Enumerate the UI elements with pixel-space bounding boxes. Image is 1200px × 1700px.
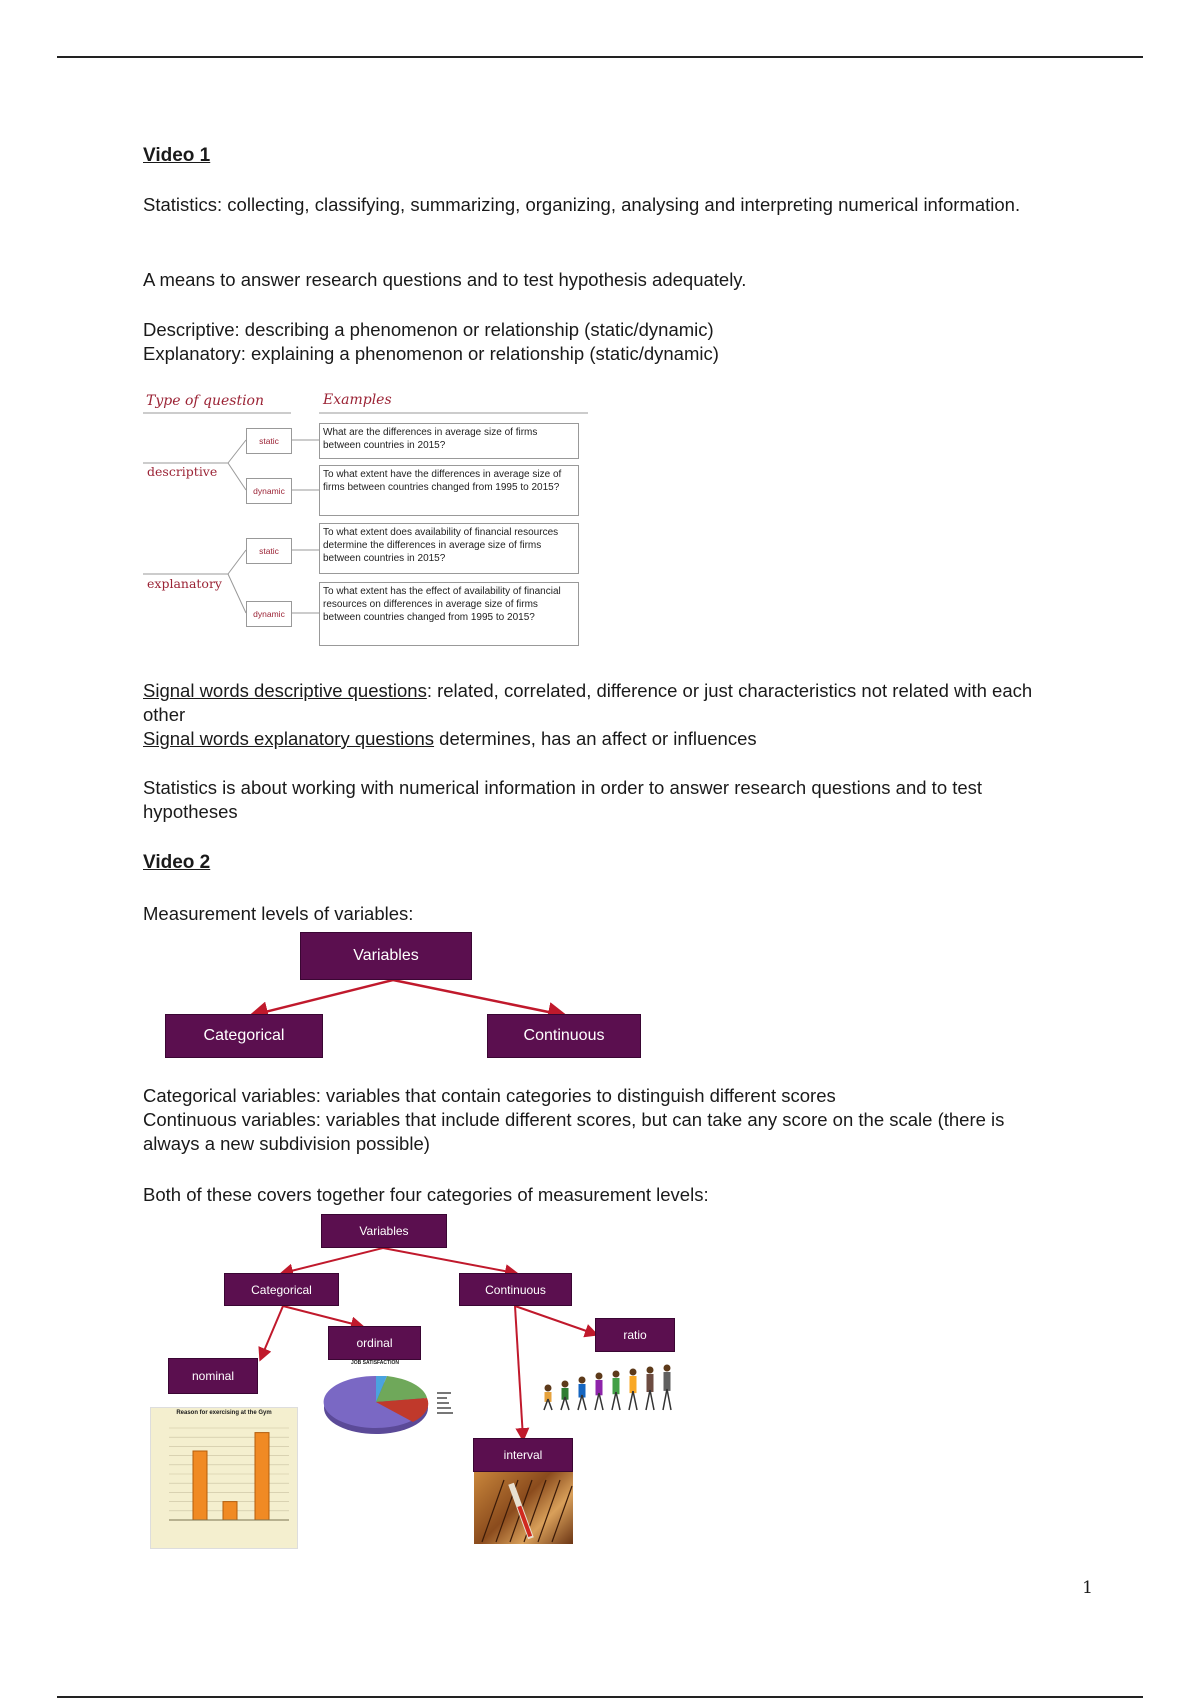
diagram2-categorical-box: Categorical [224,1273,339,1306]
pie-chart-svg [321,1360,481,1440]
nominal-bar-chart-image [150,1407,298,1549]
bar-chart-svg [151,1408,297,1548]
paragraph-continuous: Continuous variables: variables that include different scores, but can take any score on the scale (there is always a new subdivision possible) [143,1109,1005,1154]
example-2: To what extent have the differences in average size of firms between countries changed from 1995 to 2015? [319,465,579,516]
signal-explanatory-label: Signal words explanatory questions [143,728,435,749]
diagram2-ratio-box: ratio [595,1318,675,1352]
paragraph-signal-explanatory [143,727,1073,751]
diagram2-interval-box: interval [473,1438,573,1472]
example-1: What are the differences in average size of firms between countries in 2015? [319,423,579,459]
diagram1-continuous-box: Continuous [487,1014,641,1058]
paragraph-descriptive: Descriptive: describing a phenomenon or relationship (static/dynamic) [143,319,714,340]
bar-1 [193,1451,207,1520]
bar-chart-title: Reason for exercising at the Gym [176,1410,272,1416]
ratio-people-image [538,1358,683,1413]
example-4: To what extent has the effect of availability of financial resources on differences in average size of firms between countries changed from 1995 to 2015? [319,582,579,646]
header-type-of-question: Type of question [146,393,265,409]
variables-diagram-simple [165,930,645,1060]
ordinal-pie-chart-image [321,1360,481,1440]
person-figure [663,1365,671,1411]
bar-chart-bars [169,1433,289,1520]
desc-dynamic-box: dynamic [246,478,292,504]
paragraph-statistics-definition: Statistics: collecting, classifying, summarizing, organizing, analysing and interpreting numerical information. [143,194,1021,215]
pie-legend [437,1392,453,1414]
paragraph-measurement-levels: Measurement levels of variables: [143,903,414,924]
category-explanatory: explanatory [147,576,222,591]
paragraph-explanatory: Explanatory: explaining a phenomenon or relationship (static/dynamic) [143,343,719,364]
person-figure [612,1371,620,1411]
expl-dynamic-box: dynamic [246,601,292,627]
heading-video-2: Video 2 [143,852,211,873]
bar-3 [255,1433,269,1520]
paragraph-signal-descriptive [143,679,1073,727]
person-figure [595,1373,603,1411]
desc-static-box: static [246,428,292,454]
signal-explanatory-text: determines, has an affect or influences [434,728,757,749]
paragraph-working: Statistics is about working with numerical information in order to answer research questions and to test hypotheses [143,777,983,822]
person-figure [578,1377,586,1411]
people-figures [544,1365,671,1411]
diagram2-ordinal-box: ordinal [328,1326,421,1360]
bar-2 [223,1502,237,1520]
thermometer-svg [474,1472,573,1544]
person-figure [646,1367,654,1411]
category-descriptive: descriptive [147,464,218,479]
header-examples: Examples [323,392,392,408]
question-type-table [143,390,593,652]
signal-descriptive-text: : related, correlated, difference or just characteristics not related with each other [143,680,1033,725]
paragraph-both: Both of these covers together four categories of measurement levels: [143,1184,709,1205]
expl-static-box: static [246,538,292,564]
diagram2-variables-box: Variables [321,1214,447,1248]
diagram1-categorical-box: Categorical [165,1014,323,1058]
diagram2-continuous-box: Continuous [459,1273,572,1306]
paragraph-categorical: Categorical variables: variables that contain categories to distinguish different scores [143,1085,836,1106]
variables-diagram-detailed [143,1210,688,1550]
heading-video-1: Video 1 [143,145,211,166]
diagram1-variables-box: Variables [300,932,472,980]
example-3: To what extent does availability of financial resources determine the differences in average size of firms between countries in 2015? [319,523,579,574]
pie-chart-title: JOB SATISFACTION [351,1360,399,1366]
paragraph-means: A means to answer research questions and to test hypothesis adequately. [143,269,747,290]
signal-descriptive-label: Signal words descriptive questions [143,680,427,701]
bottom-rule [57,1696,1143,1698]
top-rule [57,56,1143,58]
diagram2-nominal-box: nominal [168,1358,258,1394]
page-number: 1 [1082,1578,1093,1598]
person-figure [561,1381,569,1411]
person-figure [629,1369,637,1411]
person-figure [544,1385,552,1411]
interval-thermometer-image [474,1472,573,1544]
